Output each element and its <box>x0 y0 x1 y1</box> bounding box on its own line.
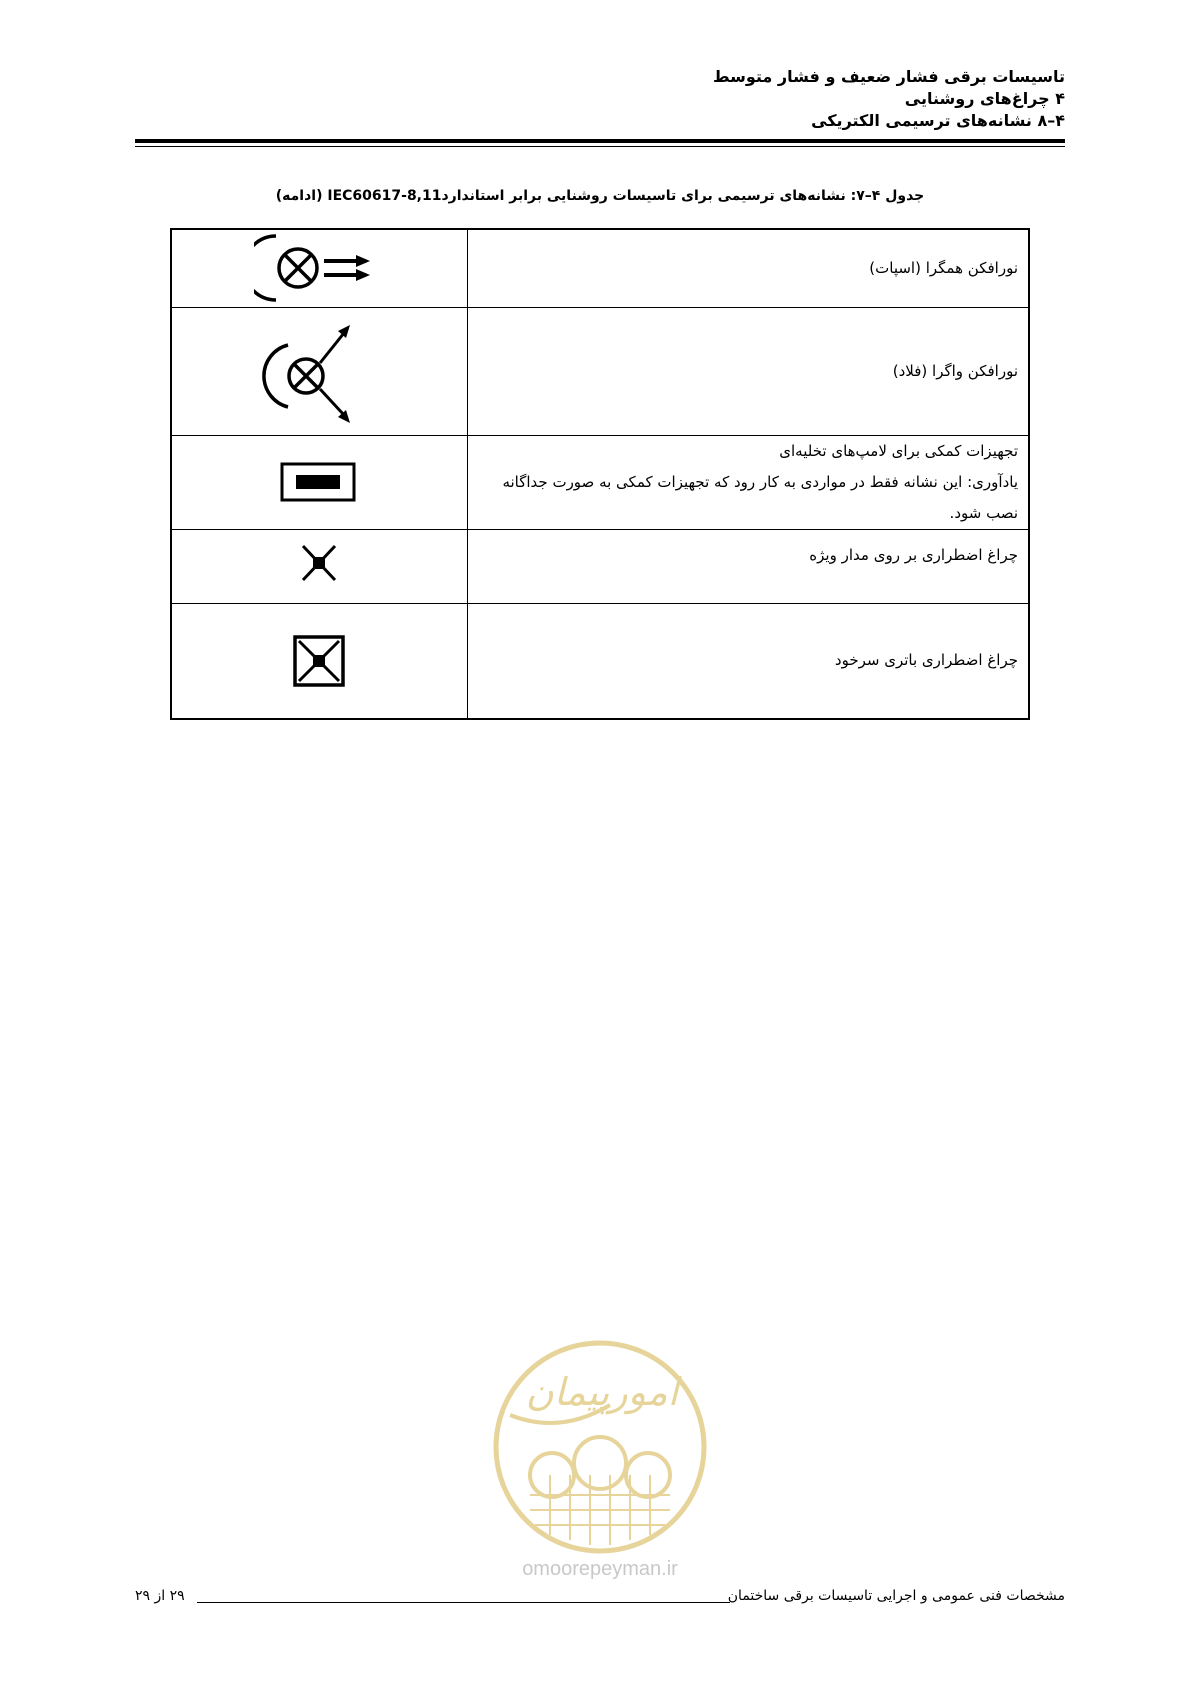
header-title: تاسیسات برقی فشار ضعیف و فشار متوسط <box>712 67 1065 86</box>
page-footer <box>135 1588 1065 1612</box>
footer-title: مشخصات فنی عمومی و اجرایی تاسیسات برقی ساختمان <box>727 1588 1065 1604</box>
floodlight-divergent-icon <box>254 311 384 431</box>
row-description: تجهیزات کمکی برای لامپ‌های تخلیه‌ای <box>779 441 1018 460</box>
page-separator: از <box>154 1588 166 1604</box>
header-chapter: ۴ چراغ‌های روشنایی <box>904 89 1065 108</box>
header-section: ۴–۸ نشانه‌های ترسیمی الکتریکی <box>811 111 1065 130</box>
symbols-table <box>170 228 1030 720</box>
header-rule-thin <box>135 146 1065 147</box>
self-contained-emergency-light-icon <box>291 633 347 689</box>
row-description: چراغ اضطراری باتری سرخود <box>467 603 1029 719</box>
row-note-cont: نصب شود. <box>949 503 1018 522</box>
row-description: نورافکن واگرا (فلاد) <box>467 307 1029 435</box>
page-current: ۲۹ <box>169 1588 185 1604</box>
table-row <box>171 307 1029 435</box>
watermark-logo <box>490 1335 710 1585</box>
table-row <box>171 603 1029 719</box>
page-header <box>125 66 1065 132</box>
row-note: یادآوری: این نشانه فقط در مواردی به کار رود که تجهیزات کمکی به صورت جداگانه <box>502 472 1018 491</box>
header-rule-thick <box>135 139 1065 143</box>
table-row <box>171 435 1029 529</box>
discharge-lamp-auxiliary-icon <box>277 459 361 505</box>
emergency-light-special-circuit-icon <box>297 538 341 588</box>
page-total: ۲۹ <box>135 1588 151 1604</box>
table-row <box>171 229 1029 307</box>
footer-rule <box>197 1602 730 1603</box>
row-description: چراغ اضطراری بر روی مدار ویژه <box>467 529 1029 603</box>
watermark-url: omoorepeyman.ir <box>522 1558 678 1580</box>
table-row <box>171 529 1029 603</box>
table-caption: جدول ۴–۷: نشانه‌های ترسیمی برای تاسیسات روشنایی برابر استانداردIEC60617-8,11 (ادامه) <box>275 188 925 204</box>
watermark-logo-text: امورپیمان <box>525 1370 679 1414</box>
row-description: نورافکن همگرا (اسپات) <box>467 229 1029 307</box>
watermark-emblem-icon <box>490 1335 710 1585</box>
page-number <box>135 1588 185 1604</box>
spotlight-convergent-icon <box>254 230 384 306</box>
